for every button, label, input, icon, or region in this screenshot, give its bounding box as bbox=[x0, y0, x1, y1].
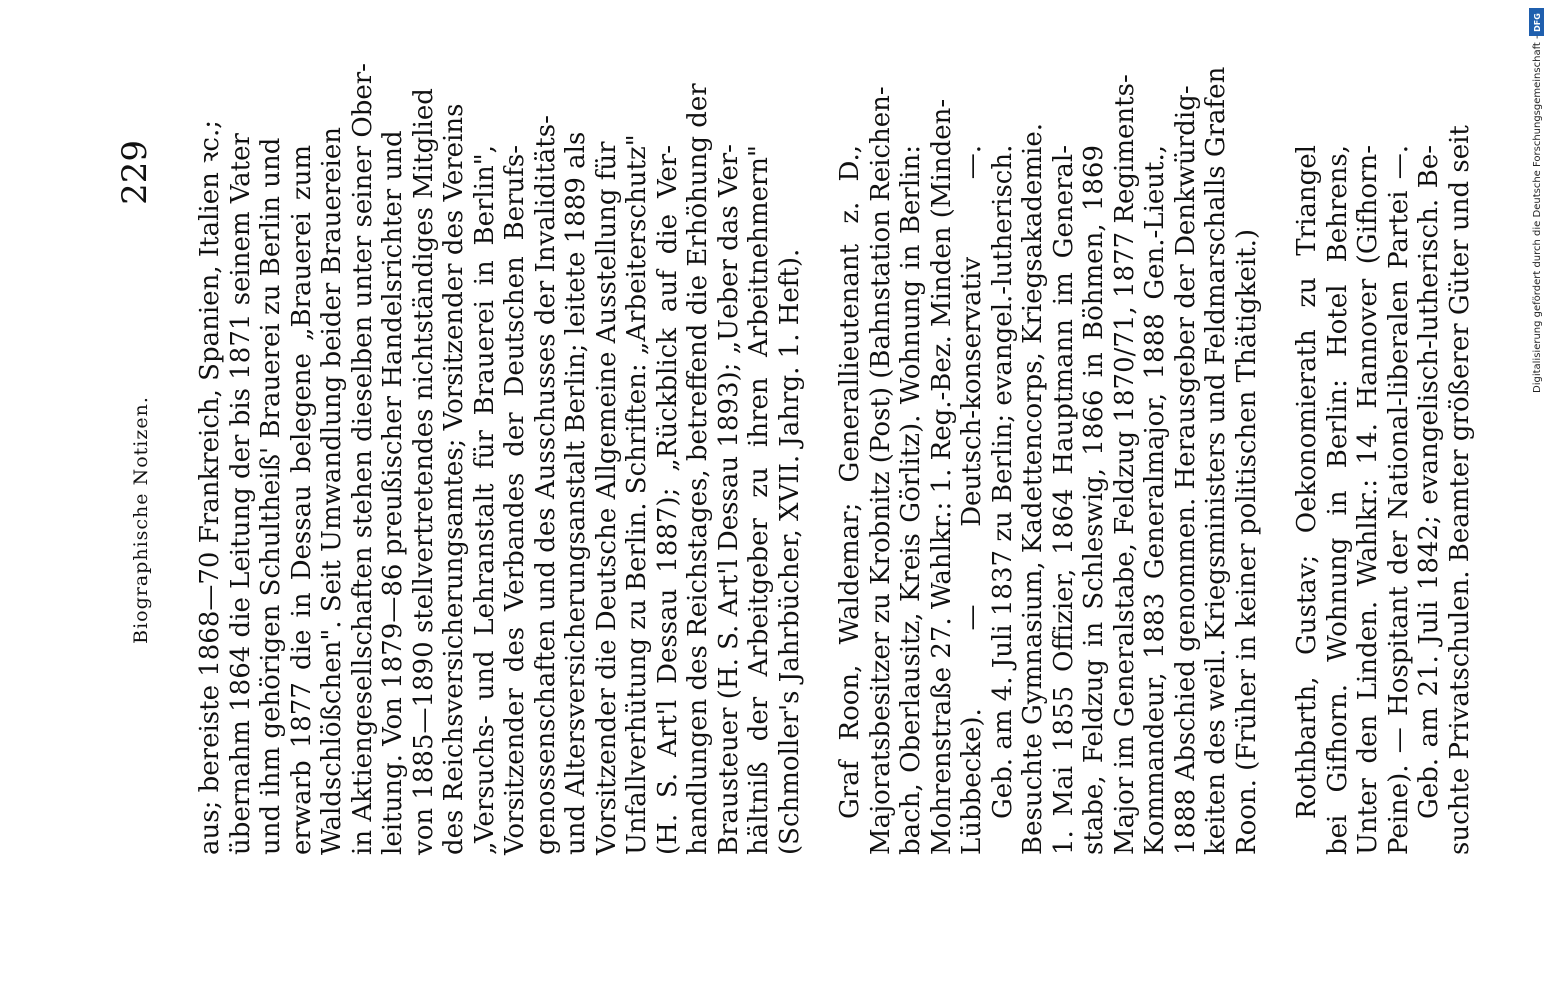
text-line: übernahm 1864 die Leitung der bis 1871 seinem Vater bbox=[225, 133, 256, 855]
text-line: Mohrenstraße 27. Wahlkr.: 1. Reg.-Bez. Minden (Minden- bbox=[926, 98, 957, 855]
text-line: genossenschaften und des Ausschusses der Invaliditäts- bbox=[530, 115, 561, 855]
text-line: Roon. (Früher in keiner politischen Thätigkeit.) bbox=[1231, 229, 1262, 855]
credit-text: Digitalisierung gefördert durch die Deutsche Forschungsgemeinschaft - bbox=[1532, 35, 1543, 393]
text-line: Lübbecke). — Deutsch-konservativ —. bbox=[957, 145, 987, 855]
entry-rothbarth bbox=[1292, 125, 1475, 855]
text-line: bei Gifhorn. Wohnung in Berlin: Hotel Behrens, bbox=[1322, 145, 1353, 855]
text-line: suchte Privatschulen. Beamter größerer Güter und seit bbox=[1444, 125, 1475, 855]
page-number: 229 bbox=[115, 140, 155, 205]
text-line: Besuchte Gymnasium, Kadettencorps, Kriegsakademie. bbox=[1018, 122, 1048, 855]
dfg-logo-text: DFG bbox=[1532, 12, 1542, 32]
text-line: stabe, Feldzug in Schleswig, 1866 in Böhmen, 1869 bbox=[1079, 145, 1109, 855]
text-line: erwarb 1877 die in Dessau belegene „Brauerei zum bbox=[286, 145, 317, 855]
text-line: von 1885—1890 stellvertretendes nichtständiges Mitglied bbox=[408, 88, 439, 855]
text-line: (H. S. Art'l Dessau 1887); „Rückblick auf die Ver- bbox=[652, 145, 683, 855]
entry-roon bbox=[835, 66, 1262, 855]
text-line: in Aktiengesellschaften stehen dieselben unter seiner Ober- bbox=[347, 63, 378, 855]
text-line: „Versuchs- und Lehranstalt für Brauerei in Berlin", bbox=[469, 145, 500, 855]
text-line: Vorsitzender die Deutsche Allgemeine Ausstellung für bbox=[591, 141, 622, 855]
text-line: (Schmoller's Jahrbücher, XVII. Jahrg. 1. Heft). bbox=[774, 248, 805, 855]
text-line: aus; bereiste 1868—70 Frankreich, Spanien, Italien ꝛc.; bbox=[195, 119, 225, 855]
text-line: hältniß der Arbeitgeber zu ihren Arbeitnehmern" bbox=[744, 145, 774, 855]
text-line: Graf Roon, Waldemar; Generallieutenant z. D., bbox=[835, 145, 865, 819]
running-title: Biographische Notizen. bbox=[130, 396, 152, 644]
page-header bbox=[110, 140, 170, 900]
text-line: Peine). — Hospitant der National-liberalen Partei —. bbox=[1383, 145, 1414, 855]
text-line: und ihm gehörigen Schultheiß' Brauerei zu Berlin und bbox=[256, 137, 286, 855]
dfg-credit bbox=[1526, 8, 1544, 393]
text-line: 1888 Abschied genommen. Herausgeber der Denkwürdig- bbox=[1170, 85, 1201, 855]
entry-schultheiss bbox=[195, 63, 805, 855]
text-line: Unfallverhütung zu Berlin. Schriften: „Arbeiterschutz" bbox=[622, 134, 652, 855]
text-line: und Altersversicherungsanstalt Berlin; leitete 1889 als bbox=[561, 131, 591, 855]
text-line: keiten des weil. Kriegsministers und Feldmarschalls Grafen bbox=[1201, 66, 1231, 855]
rotated-page bbox=[110, 0, 1530, 1000]
text-line: Brausteuer (H. S. Art'l Dessau 1893); „Ueber das Ver- bbox=[713, 144, 744, 855]
text-line: Geb. am 4. Juli 1837 zu Berlin; evangel.-lutherisch. bbox=[987, 144, 1018, 819]
text-line: Kommandeur, 1883 Generalmajor, 1888 Gen.-Lieut., bbox=[1140, 145, 1170, 855]
text-line: leitung. Von 1879—86 preußischer Handelsrichter und bbox=[378, 130, 408, 855]
body-text bbox=[195, 63, 1505, 855]
text-line: handlungen des Reichstages, betreffend die Erhöhung der bbox=[683, 83, 713, 855]
text-line: Waldschlößchen". Seit Umwandlung beider Brauereien bbox=[317, 127, 347, 855]
text-line: 1. Mai 1855 Offizier, 1864 Hauptmann im General- bbox=[1048, 145, 1079, 855]
text-line: Majoratsbesitzer zu Krobnitz (Post) (Bahnstation Reichen- bbox=[865, 86, 896, 855]
text-line: Vorsitzender des Verbandes der Deutschen Berufs- bbox=[500, 145, 530, 855]
text-line: Rothbarth, Gustav; Oekonomierath zu Triangel bbox=[1292, 145, 1322, 819]
text-line: des Reichsversicherungsamtes; Vorsitzender des Vereins bbox=[439, 103, 469, 855]
text-line: Major im Generalstabe, Feldzug 1870/71, 1877 Regiments- bbox=[1109, 74, 1140, 855]
text-line: Geb. am 21. Juli 1842; evangelisch-lutherisch. Be- bbox=[1414, 145, 1444, 819]
text-line: Unter den Linden. Wahlkr.: 14. Hannover (Gifhorn- bbox=[1353, 145, 1383, 855]
text-line: bach, Oberlausitz, Kreis Görlitz). Wohnung in Berlin: bbox=[896, 145, 926, 855]
